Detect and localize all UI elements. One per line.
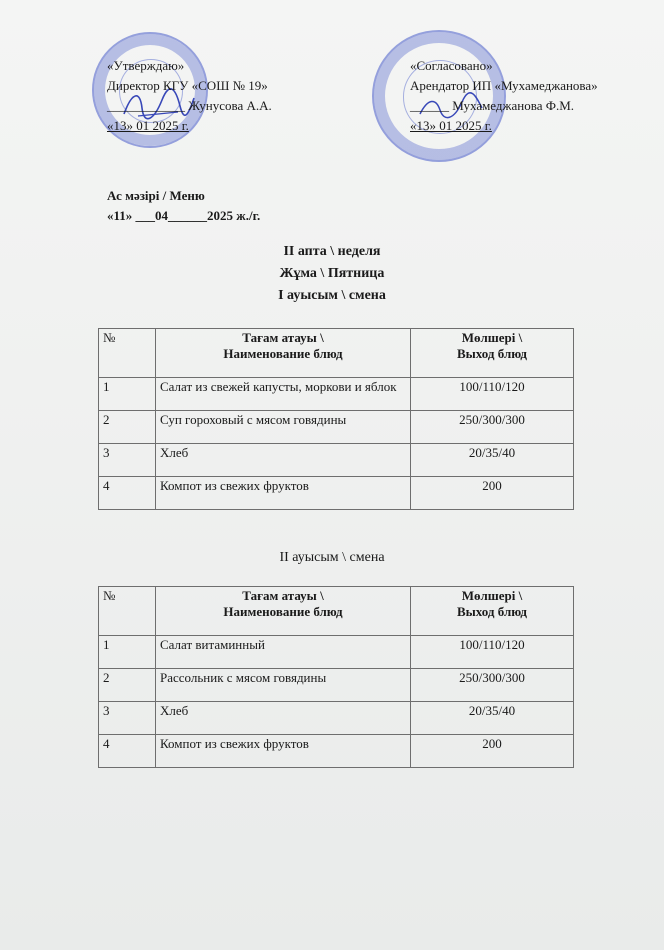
table-row: [99, 669, 574, 702]
shift2-heading: II ауысым \ смена: [279, 550, 385, 565]
dish-name: Хлеб: [156, 702, 411, 735]
table-header-row: [99, 329, 574, 378]
table-row: [99, 636, 574, 669]
shift1-heading: I ауысым \ смена: [278, 288, 386, 303]
agree-block: [410, 56, 598, 136]
row-num: 2: [99, 411, 156, 444]
row-num: 3: [99, 702, 156, 735]
dish-output: 20/35/40: [411, 444, 574, 477]
row-num: 1: [99, 378, 156, 411]
agree-sign-line: ______ Мухамеджанова Ф.М.: [410, 98, 575, 113]
dish-output: 200: [411, 735, 574, 768]
dish-name: Хлеб: [156, 444, 411, 477]
dish-output: 20/35/40: [411, 702, 574, 735]
approve-position: Директор КГУ «СОШ № 19»: [107, 78, 268, 93]
row-num: 1: [99, 636, 156, 669]
row-num: 2: [99, 669, 156, 702]
table-row: [99, 444, 574, 477]
menu-label: Ас мәзірі / Меню: [107, 188, 205, 203]
shift1-table: [98, 328, 574, 510]
dish-name: Суп гороховый с мясом говядины: [156, 411, 411, 444]
table-row: [99, 735, 574, 768]
col-num-header: №: [99, 329, 156, 378]
table-header-row: [99, 587, 574, 636]
row-num: 3: [99, 444, 156, 477]
agree-date: «13» 01 2025 г.: [410, 118, 492, 133]
col-out-kz: Мөлшері \: [461, 588, 523, 603]
table-row: [99, 378, 574, 411]
approve-block: [107, 56, 272, 136]
col-name-header: [156, 587, 411, 636]
col-num-header: №: [99, 587, 156, 636]
dish-name: Рассольник с мясом говядины: [156, 669, 411, 702]
col-out-header: [411, 329, 574, 378]
col-name-ru: Наименование блюд: [223, 346, 343, 361]
dish-name: Салат из свежей капусты, моркови и яблок: [156, 378, 411, 411]
table-row: [99, 411, 574, 444]
approve-sign-line: ____________ Жунусова А.А.: [107, 98, 272, 113]
dish-name: Салат витаминный: [156, 636, 411, 669]
dish-output: 200: [411, 477, 574, 510]
col-out-ru: Выход блюд: [456, 604, 527, 619]
day-heading: Жұма \ Пятница: [279, 266, 385, 281]
table-row: [99, 702, 574, 735]
col-out-ru: Выход блюд: [456, 346, 527, 361]
row-num: 4: [99, 477, 156, 510]
col-name-ru: Наименование блюд: [223, 604, 343, 619]
menu-header: [107, 186, 260, 226]
table-row: [99, 477, 574, 510]
col-name-kz: Тағам атауы \: [242, 330, 324, 345]
dish-output: 100/110/120: [411, 378, 574, 411]
shift2-table: [98, 586, 574, 768]
agree-position: Арендатор ИП «Мухамеджанова»: [410, 78, 598, 93]
dish-output: 250/300/300: [411, 411, 574, 444]
col-name-header: [156, 329, 411, 378]
menu-date: «11» ___04______2025 ж./г.: [107, 208, 261, 223]
dish-output: 100/110/120: [411, 636, 574, 669]
col-out-header: [411, 587, 574, 636]
dish-name: Компот из свежих фруктов: [156, 477, 411, 510]
week-heading: II апта \ неделя: [283, 244, 381, 259]
approve-title: «Утверждаю»: [107, 58, 185, 73]
col-name-kz: Тағам атауы \: [242, 588, 324, 603]
row-num: 4: [99, 735, 156, 768]
dish-output: 250/300/300: [411, 669, 574, 702]
dish-name: Компот из свежих фруктов: [156, 735, 411, 768]
approve-date: «13» 01 2025 г.: [107, 118, 189, 133]
agree-title: «Согласовано»: [410, 58, 493, 73]
col-out-kz: Мөлшері \: [461, 330, 523, 345]
